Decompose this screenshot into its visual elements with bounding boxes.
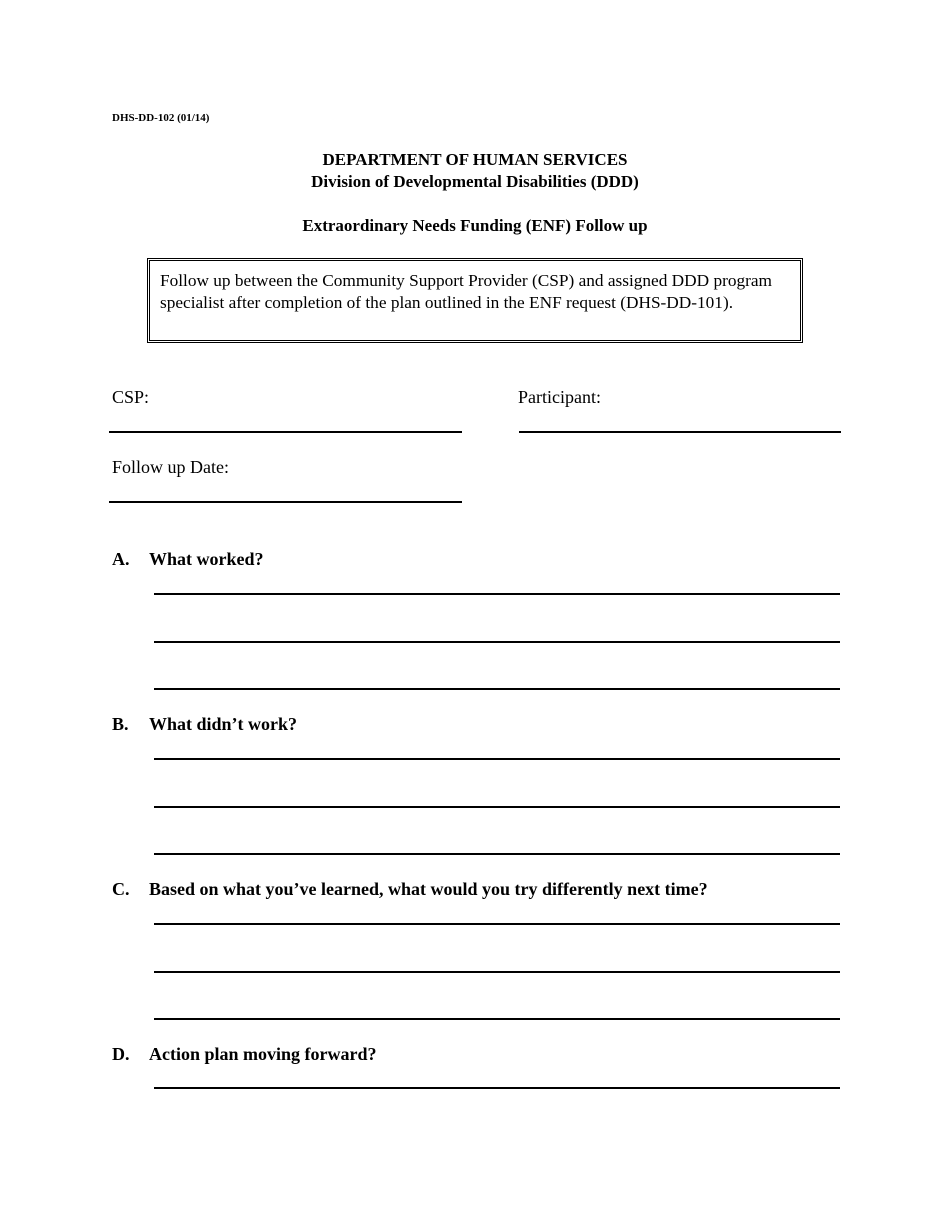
question-b-answer-line-2[interactable] (154, 806, 840, 808)
participant-label: Participant: (518, 387, 601, 407)
question-a-answer-line-2[interactable] (154, 641, 840, 643)
question-b-text: What didn’t work? (149, 714, 298, 734)
follow-up-date-input-line[interactable] (109, 501, 462, 503)
question-d-text: Action plan moving forward? (149, 1044, 377, 1064)
follow-up-date-label: Follow up Date: (112, 457, 229, 477)
question-d-letter: D. (112, 1044, 130, 1064)
question-b-letter: B. (112, 714, 129, 734)
question-a-answer-line-1[interactable] (154, 593, 840, 595)
question-c-text: Based on what you’ve learned, what would you try differently next time? (149, 879, 708, 899)
question-a-text: What worked? (149, 549, 264, 569)
question-c-answer-line-3[interactable] (154, 1018, 840, 1020)
participant-input-line[interactable] (519, 431, 841, 433)
question-b-answer-line-3[interactable] (154, 853, 840, 855)
department-heading: DEPARTMENT OF HUMAN SERVICES (322, 150, 628, 169)
question-d-answer-line-1[interactable] (154, 1087, 840, 1089)
division-heading: Division of Developmental Disabilities (DDD) (311, 172, 639, 191)
csp-label: CSP: (112, 387, 150, 407)
question-a-letter: A. (112, 549, 130, 569)
form-title: Extraordinary Needs Funding (ENF) Follow up (302, 216, 648, 235)
question-c-answer-line-2[interactable] (154, 971, 840, 973)
question-c-letter: C. (112, 879, 130, 899)
form-code: DHS-DD-102 (01/14) (112, 112, 210, 124)
question-b-answer-line-1[interactable] (154, 758, 840, 760)
csp-input-line[interactable] (109, 431, 462, 433)
intro-box: Follow up between the Community Support Provider (CSP) and assigned DDD program specialist after completion of the plan outlined in the ENF request (DHS-DD-101). (147, 258, 803, 343)
question-a-answer-line-3[interactable] (154, 688, 840, 690)
question-c-answer-line-1[interactable] (154, 923, 840, 925)
